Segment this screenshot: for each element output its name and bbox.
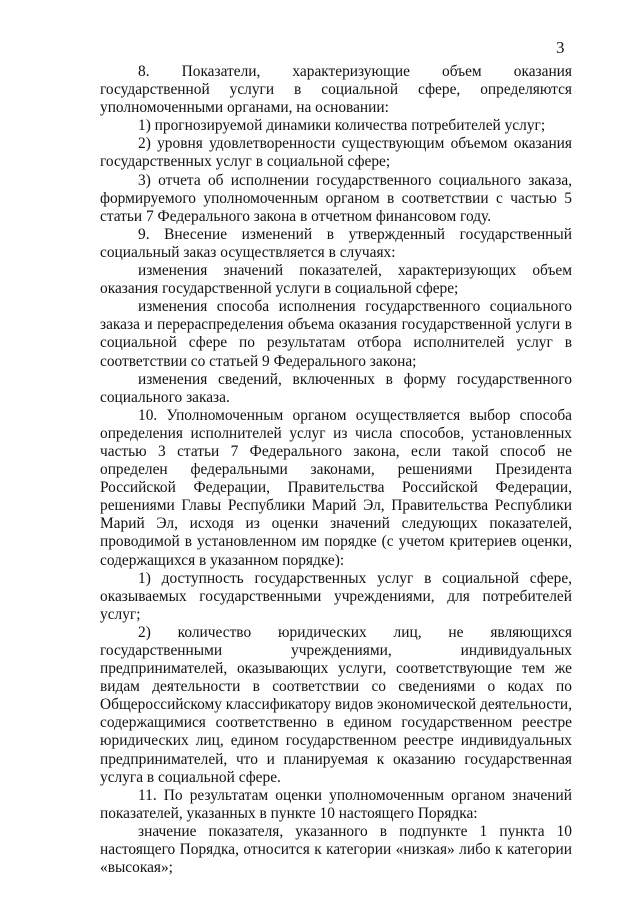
- document-body: [100, 63, 572, 877]
- page-number: 3: [556, 38, 565, 57]
- list-item: 3) отчета об исполнении государственного социального заказа, формируемого уполномоченным органом в соответствии с частью 5 статьи 7 Федерального закона в отчетном финансовом году.: [100, 171, 572, 225]
- list-item: 2) количество юридических лиц, не являющихся государственными учреждениями, индивидуальных предпринимателей, оказывающих услуги, соответствующие тем же видам деятельности в соответствии со сведениями о кодах по Общероссийскому классификатору видов экономической деятельности, содержащимися соответственно в едином государственном реестре юридических лиц, едином государственном реестре индивидуальных предпринимателей, что и планируемая к оказанию государственная услуга в социальной сфере.: [100, 623, 572, 786]
- paragraph: 10. Уполномоченным органом осуществляется выбор способа определения исполнителей услуг из числа способов, установленных частью 3 статьи 7 Федерального закона, если такой способ не определен федеральными законами, решениями Президента Российской Федерации, Правительства Российской Федерации, решениями Главы Республики Марий Эл, Правительства Республики Марий Эл, исходя из оценки значений следующих показателей, проводимой в установленном им порядке (с учетом критериев оценки, содержащихся в указанном порядке):: [100, 406, 572, 569]
- paragraph: 11. По результатам оценки уполномоченным органом значений показателей, указанных в пункте 10 настоящего Порядка:: [100, 786, 572, 822]
- list-item: изменения сведений, включенных в форму государственного социального заказа.: [100, 370, 572, 406]
- list-item: изменения способа исполнения государственного социального заказа и перераспределения объема оказания государственной услуги в социальной сфере по результатам отбора исполнителей услуг в соответствии со статьей 9 Федерального закона;: [100, 298, 572, 370]
- list-item: 1) прогнозируемой динамики количества потребителей услуг;: [138, 117, 546, 135]
- list-item: изменения значений показателей, характеризующих объем оказания государственной услуги в социальной сфере;: [100, 262, 572, 298]
- list-item: значение показателя, указанного в подпункте 1 пункта 10 настоящего Порядка, относится к категории «низкая» либо к категории «высокая»;: [100, 822, 572, 877]
- list-item: 2) уровня удовлетворенности существующим объемом оказания государственных услуг в социальной сфере;: [100, 135, 572, 171]
- list-item: 1) доступность государственных услуг в социальной сфере, оказываемых государственными учреждениями, для потребителей услуг;: [100, 569, 572, 623]
- paragraph: 9. Внесение изменений в утвержденный государственный социальный заказ осуществляется в случаях:: [100, 225, 572, 261]
- paragraph: 8. Показатели, характеризующие объем оказания государственной услуги в социальной сфере, определяются уполномоченными органами, на основании:: [100, 63, 572, 117]
